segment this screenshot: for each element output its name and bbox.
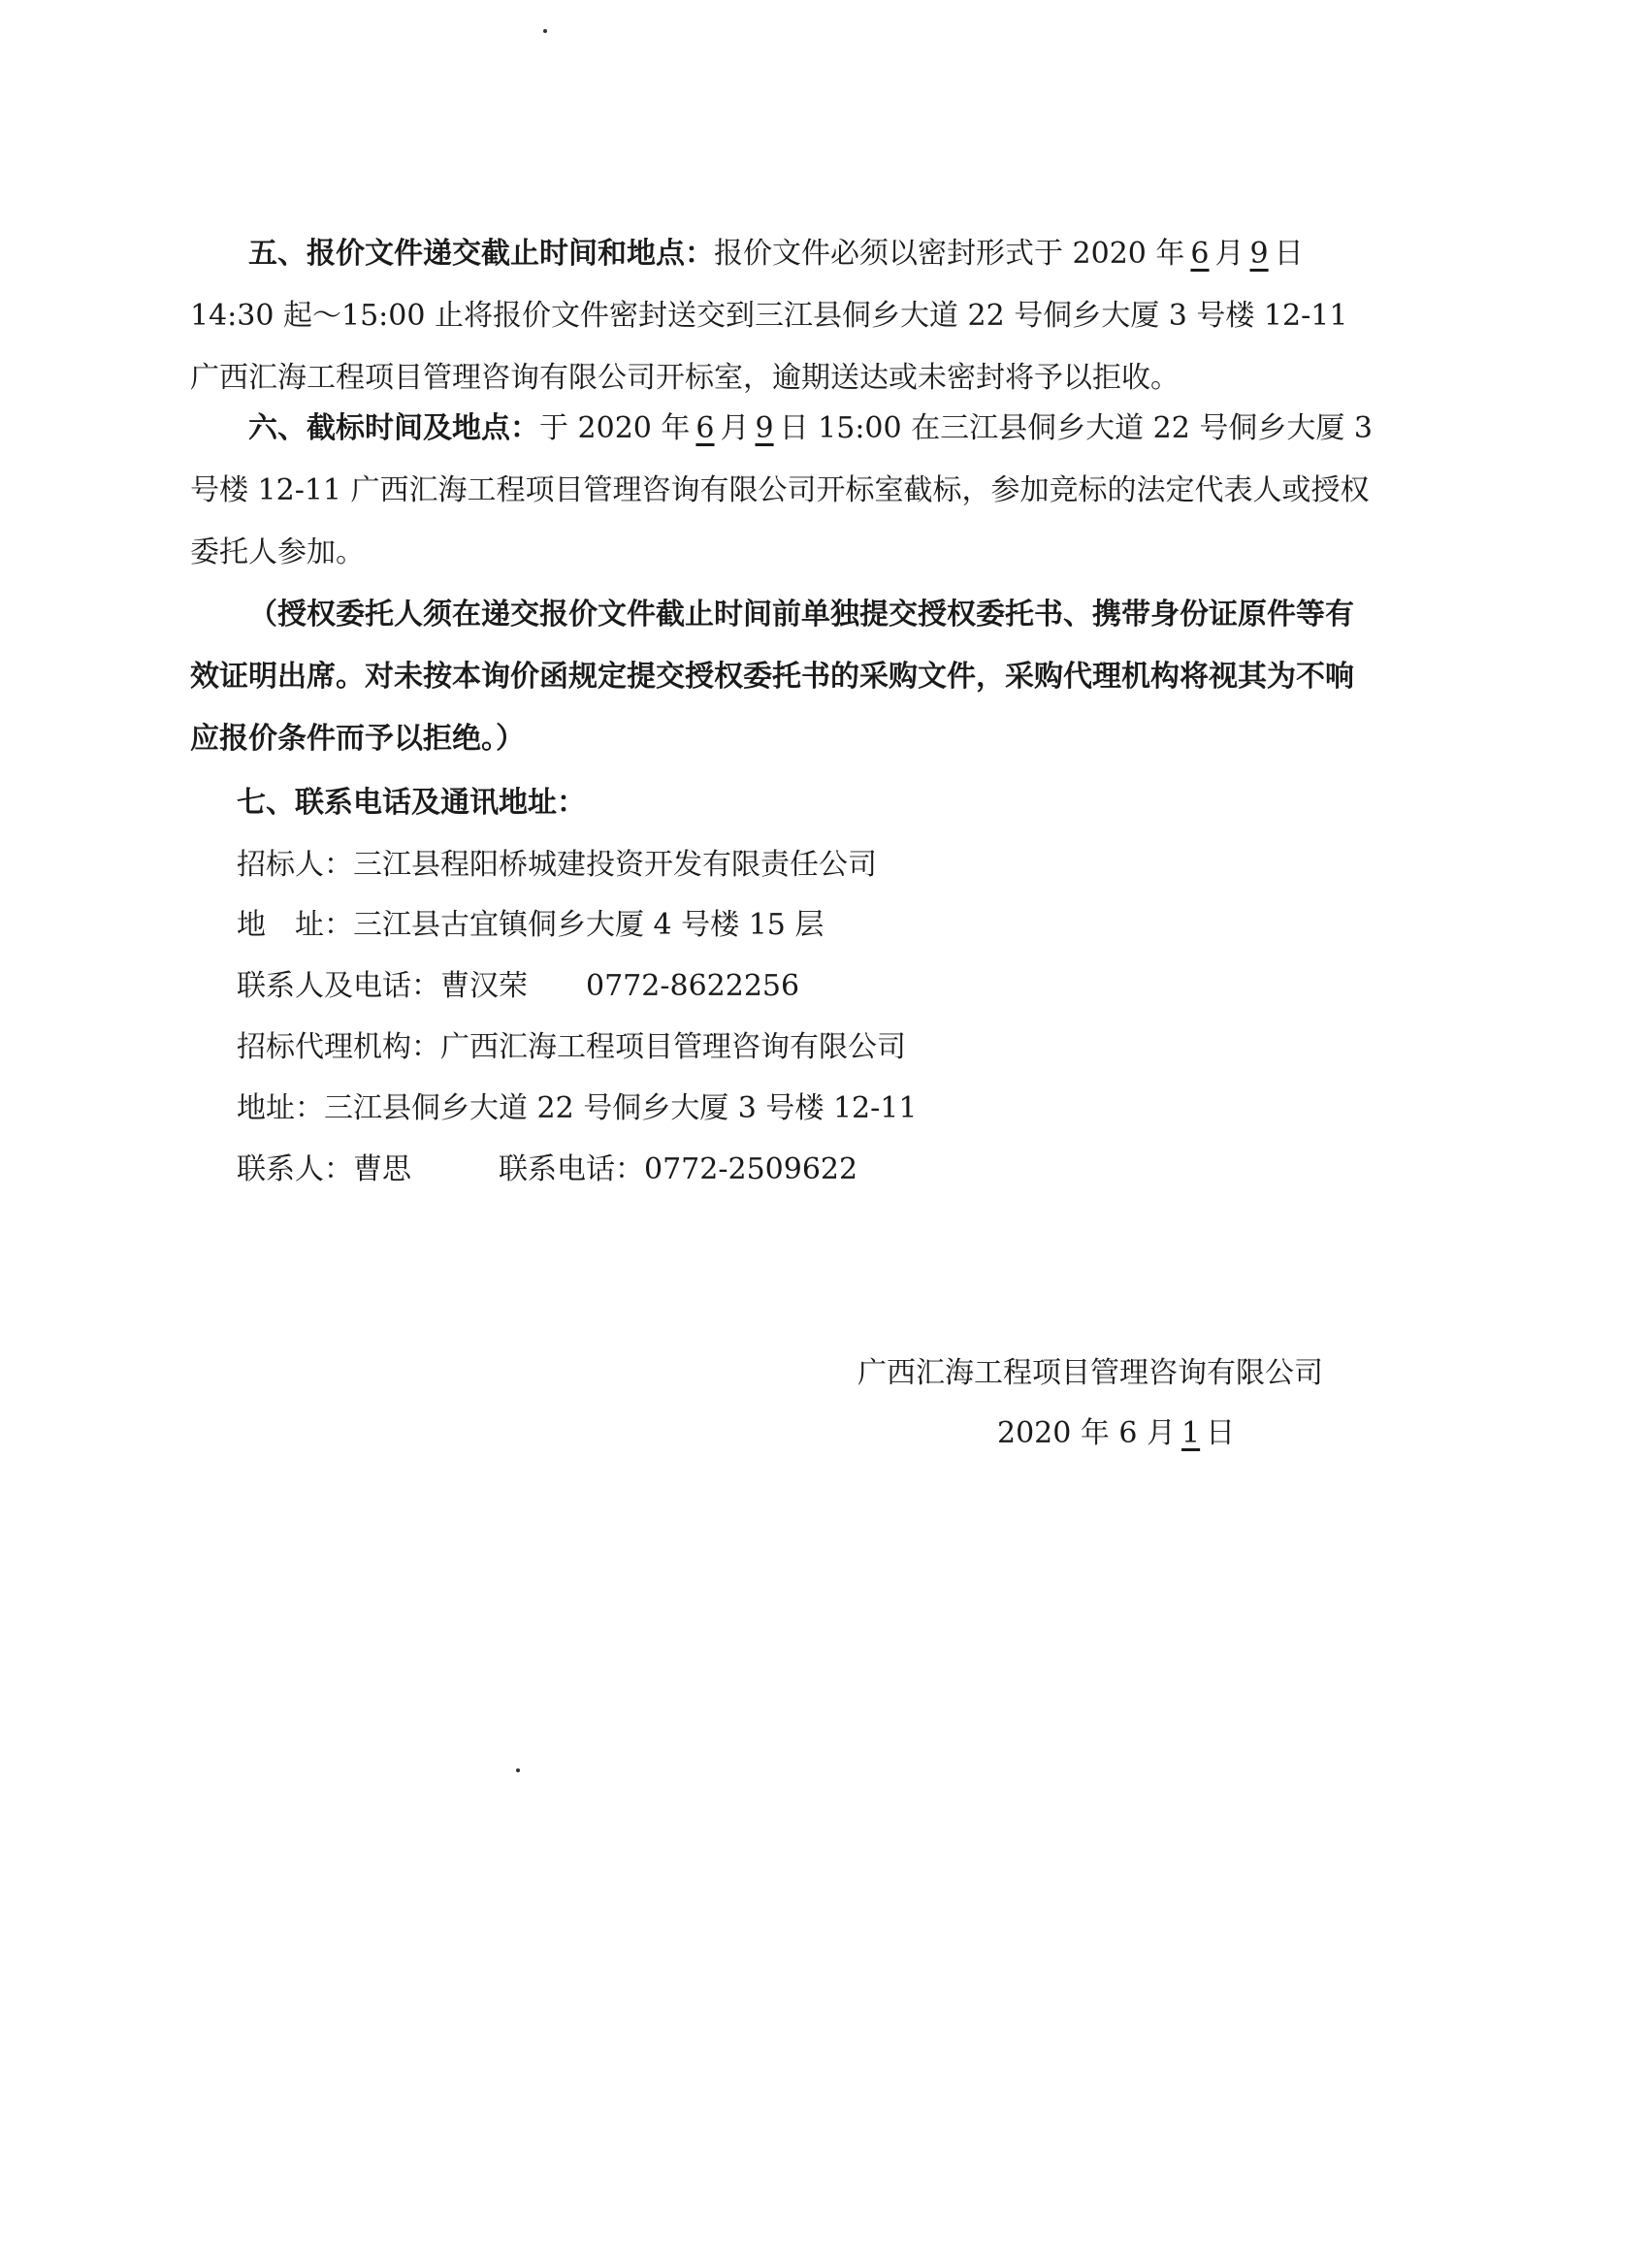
agency-label: 招标代理机构： [237, 1030, 440, 1064]
tenderer-name: 三江县程阳桥城建投资开发有限责任公司 [353, 848, 877, 882]
signature-company: 广西汇海工程项目管理咨询有限公司 [857, 1356, 1323, 1390]
section-5-text-rest: 日 14:30 起～15:00 止将报价文件密封送交到三江县侗乡大道 22 号侗乡大厦 3 号楼 12-11 广西汇海工程项目管理咨询有限公司开标室，逾期送达或未密封将予以拒收。 [190, 237, 1348, 395]
agency-phone: 0772-2509622 [644, 1152, 858, 1186]
section-5-paragraph [190, 223, 1377, 409]
section-6-month-unit: 月 [720, 411, 750, 445]
agency-contact-name: 曹思 [353, 1152, 411, 1186]
section-6-text: 于 2020 年 [539, 411, 691, 445]
section-6-month: 6 [695, 411, 715, 445]
tenderer-line [237, 846, 877, 885]
agency-contact-line [237, 1150, 857, 1189]
authorization-note: （授权委托人须在递交报价文件截止时间前单独提交授权委托书、携带身份证原件等有效证明出席。对未按本询价函规定提交授权委托书的采购文件，采购代理机构将视其为不响应报价条件而予以拒绝。） [190, 598, 1354, 756]
agency-contact-label: 联系人： [237, 1152, 353, 1186]
contact-name: 曹汉荣 [440, 969, 528, 1003]
address-label: 地 址： [237, 908, 353, 942]
agency-address-value: 三江县侗乡大道 22 号侗乡大厦 3 号楼 12-11 [324, 1091, 918, 1125]
signature-day: 1 [1181, 1416, 1201, 1450]
signature-date [997, 1414, 1235, 1453]
address-line [237, 906, 824, 945]
section-5-month-unit: 月 [1214, 237, 1245, 271]
section-5-day: 9 [1249, 237, 1269, 271]
tenderer-label: 招标人： [237, 848, 353, 882]
scan-speck [543, 29, 547, 33]
section-7-heading: 七、联系电话及通讯地址： [237, 786, 586, 820]
contact-line [237, 967, 799, 1006]
signature-date-prefix: 2020 年 6 月 [997, 1416, 1177, 1450]
contact-label: 联系人及电话： [237, 969, 440, 1003]
agency-address-label: 地址： [237, 1091, 324, 1125]
contact-phone: 0772-8622256 [586, 969, 800, 1003]
scan-speck [516, 1768, 520, 1772]
agency-line [237, 1028, 906, 1067]
address-value: 三江县古宜镇侗乡大厦 4 号楼 15 层 [353, 908, 824, 942]
section-5-text: 报价文件必须以密封形式于 2020 年 [714, 237, 1185, 271]
section-6-text-rest: 日 15:00 在三江县侗乡大道 22 号侗乡大厦 3 号楼 12-11 广西汇海工程项目管理咨询有限公司开标室截标，参加竞标的法定代表人或授权委托人参加。 [190, 411, 1374, 569]
section-5-heading: 五、报价文件递交截止时间和地点： [248, 237, 714, 271]
section-6-day: 9 [755, 411, 774, 445]
agency-address-line [237, 1089, 917, 1128]
agency-phone-label: 联系电话： [499, 1152, 644, 1186]
section-6-paragraph [190, 398, 1377, 584]
agency-name: 广西汇海工程项目管理咨询有限公司 [440, 1030, 906, 1064]
section-5-month: 6 [1190, 237, 1210, 271]
section-6-heading: 六、截标时间及地点： [248, 411, 539, 445]
signature-date-suffix: 日 [1206, 1416, 1236, 1450]
